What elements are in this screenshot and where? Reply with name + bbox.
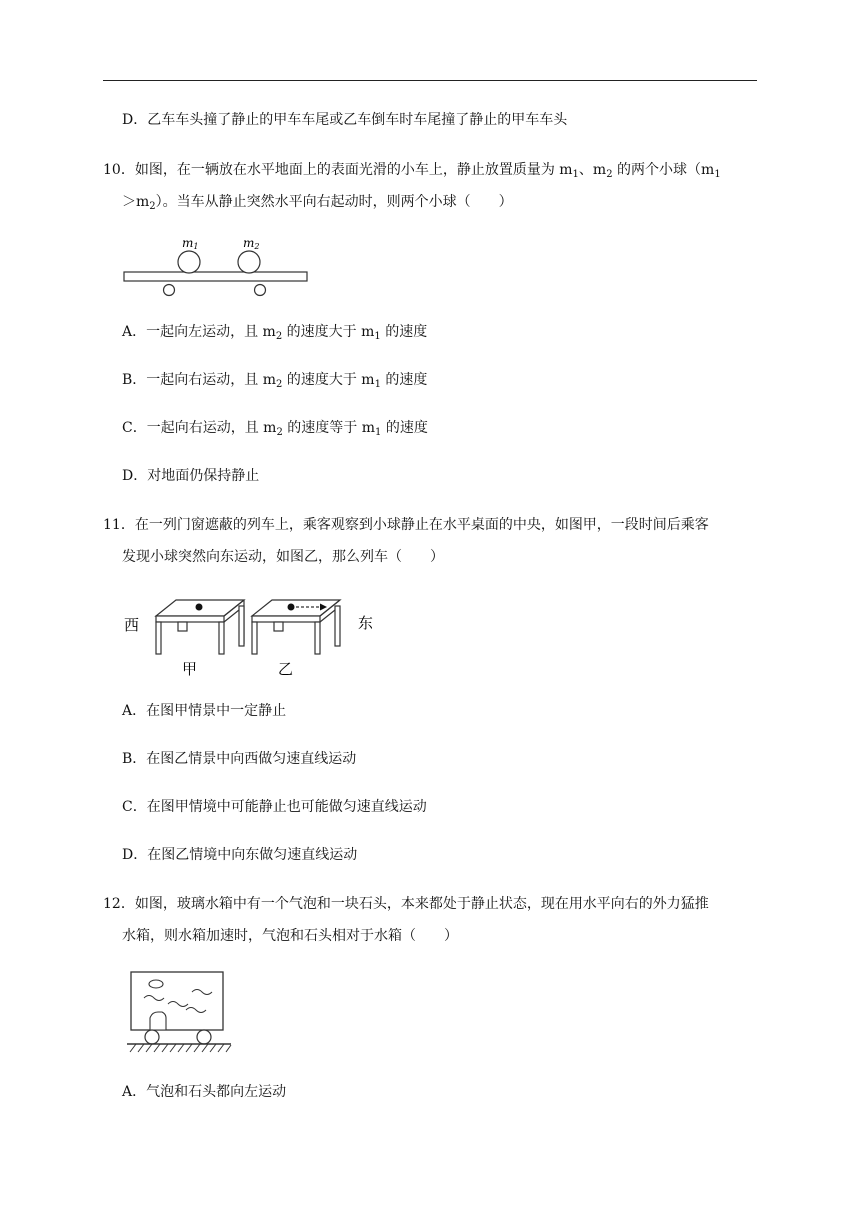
ball-m1 (178, 251, 200, 273)
ball-jia (196, 604, 203, 611)
ground-hatching (130, 1044, 231, 1052)
q9-option-d[interactable]: D．乙车车头撞了静止的甲车车尾或乙车倒车时车尾撞了静止的甲车车头 (122, 112, 568, 128)
label-m1: m1 (182, 236, 199, 251)
q11-stem-line2: 发现小球突然向东运动，如图乙，那么列车（ ） (122, 549, 444, 565)
q11-option-a[interactable]: A．在图甲情景中一定静止 (122, 703, 287, 719)
label-west: 西 (124, 616, 140, 634)
stone (150, 1012, 166, 1030)
q11-option-d[interactable]: D．在图乙情境中向东做匀速直线运动 (122, 847, 358, 863)
q12-stem-line2: 水箱，则水箱加速时，气泡和石头相对于水箱（ ） (122, 928, 458, 944)
q11-stem-line1: 11．在一列门窗遮蔽的列车上，乘客观察到小球静止在水平桌面的中央，如图甲，一段时间后乘客 (103, 517, 709, 533)
header-rule (103, 80, 757, 81)
q10-option-b[interactable]: B．一起向右运动，且 $m_2$ 的速度大于 $m_1$ 的速度 (122, 372, 428, 390)
label-m2: m2 (243, 236, 260, 251)
q10-cart-figure (120, 230, 315, 300)
label-east: 东 (358, 614, 374, 632)
ball-yi (288, 604, 295, 611)
cart-wheel-right (255, 285, 266, 296)
table-yi (252, 600, 340, 654)
q10-option-a[interactable]: A．一起向左运动，且 $m_2$ 的速度大于 $m_1$ 的速度 (122, 324, 428, 342)
q11-tables-figure (120, 592, 380, 682)
q11-option-b[interactable]: B．在图乙情景中向西做匀速直线运动 (122, 751, 357, 767)
tank-wheel-right (197, 1030, 211, 1044)
ball-m2 (238, 251, 260, 273)
label-jia: 甲 (182, 660, 198, 678)
air-bubble (149, 980, 163, 988)
q12-option-a[interactable]: A．气泡和石头都向左运动 (122, 1084, 287, 1100)
q12-stem-line1: 12．如图，玻璃水箱中有一个气泡和一块石头，本来都处于静止状态，现在用水平向右的外力猛推 (103, 896, 709, 912)
cart-wheel-left (164, 285, 175, 296)
label-yi: 乙 (278, 660, 294, 678)
cart-board (124, 272, 307, 281)
q10-option-c[interactable]: C．一起向右运动，且 $m_2$ 的速度等于 $m_1$ 的速度 (122, 420, 428, 438)
q12-tank-figure (124, 968, 234, 1058)
q10-stem-line2: $>m_2$）。当车从静止突然水平向右起动时，则两个小球（ ） (122, 194, 513, 212)
water-tank (131, 972, 223, 1030)
q11-option-c[interactable]: C．在图甲情境中可能静止也可能做匀速直线运动 (122, 799, 427, 815)
tank-wheel-left (145, 1030, 159, 1044)
q10-option-d[interactable]: D．对地面仍保持静止 (122, 468, 260, 484)
q10-stem-line1: 10．如图，在一辆放在水平地面上的表面光滑的小车上，静止放置质量为 $m_1$、$m_2$ 的两个小球（$m_1$ (103, 162, 721, 180)
